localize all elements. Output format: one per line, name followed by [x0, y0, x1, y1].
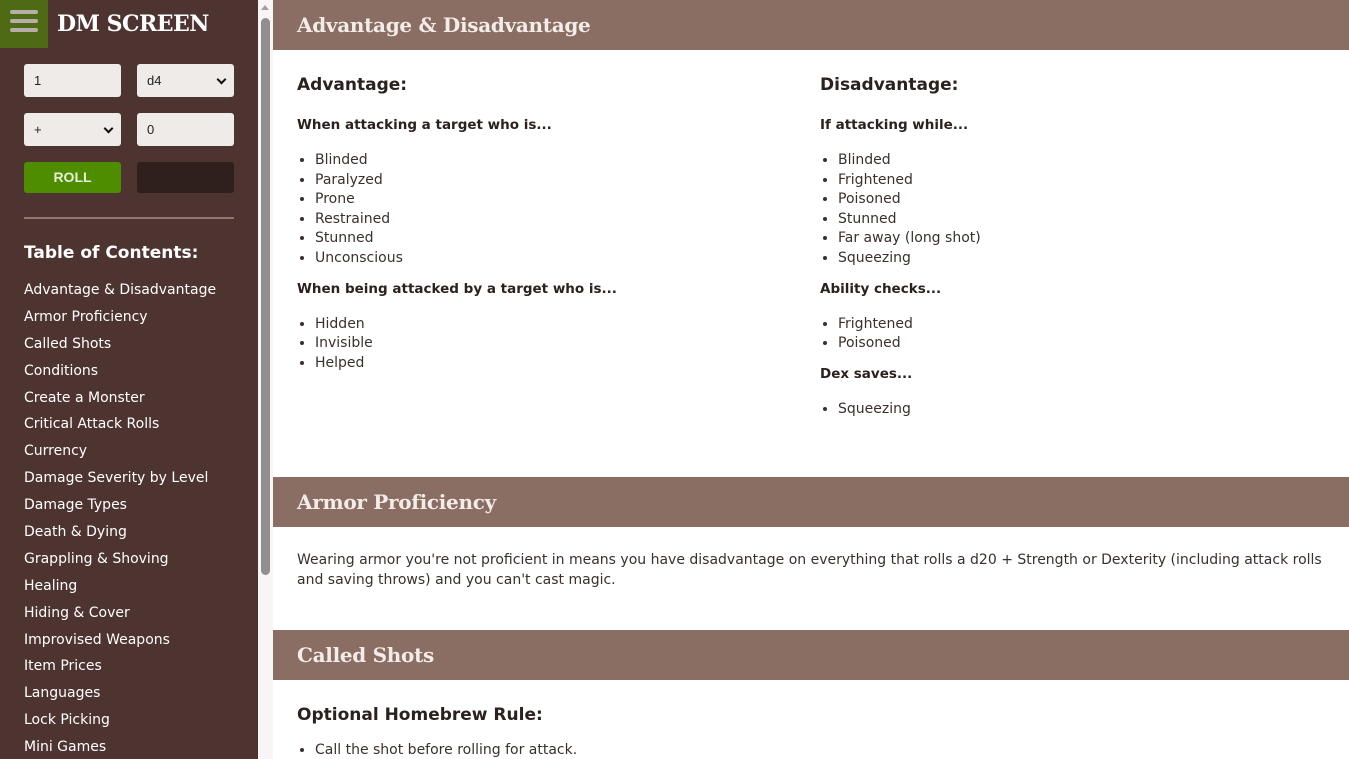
- list-item: • Call the shot before rolling for attack.: [315, 741, 1297, 759]
- list-item: • Squeezing: [838, 249, 1320, 269]
- section-header-advantage: Advantage & Disadvantage: [273, 0, 1349, 50]
- toc-link[interactable]: Lock Picking: [24, 712, 110, 729]
- toc-link[interactable]: Damage Severity by Level: [24, 470, 209, 487]
- toc-link[interactable]: Grappling & Shoving: [24, 550, 169, 567]
- toc-title: Table of Contents:: [24, 243, 199, 263]
- list-item: • Far away (long shot): [838, 229, 1320, 249]
- toc-link[interactable]: Healing: [24, 577, 78, 594]
- toc-link[interactable]: Death & Dying: [24, 524, 127, 541]
- list-item: • Blinded: [315, 151, 797, 171]
- menu-button[interactable]: [0, 0, 48, 48]
- hamburger-icon: [10, 28, 38, 32]
- main-content: [273, 0, 1349, 759]
- sidebar-scrollbar[interactable]: [258, 0, 273, 759]
- condition-list: [315, 315, 797, 374]
- app-title: DM SCREEN: [57, 11, 209, 37]
- hamburger-icon: [10, 19, 38, 23]
- list-item: • Poisoned: [838, 190, 1320, 210]
- die-type-select[interactable]: d4: [137, 64, 234, 97]
- dis-heading: Disadvantage:: [820, 75, 959, 95]
- toc-link[interactable]: Mini Games: [24, 739, 107, 756]
- toc-link[interactable]: Damage Types: [24, 497, 127, 514]
- toc-link[interactable]: Currency: [24, 443, 88, 460]
- list-item: • Helped: [315, 354, 797, 374]
- list-item: • Restrained: [315, 210, 797, 230]
- adv-heading: Advantage:: [297, 75, 408, 95]
- roll-button[interactable]: ROLL: [24, 162, 121, 193]
- dice-count-input[interactable]: 1: [24, 64, 121, 97]
- toc-link[interactable]: Languages: [24, 685, 101, 702]
- list-item: • Stunned: [315, 229, 797, 249]
- scroll-up-arrow-icon[interactable]: [261, 5, 269, 10]
- divider: [24, 217, 234, 219]
- hamburger-icon: [10, 10, 38, 14]
- group-label: Ability checks...: [820, 280, 942, 297]
- list-item: • Invisible: [315, 334, 797, 354]
- condition-list: [838, 315, 1320, 354]
- called-shots-list: [315, 741, 1297, 759]
- condition-list: [315, 151, 797, 269]
- list-item: • Poisoned: [838, 334, 1320, 354]
- toc-list: [24, 279, 216, 759]
- advantage-column: [297, 75, 797, 385]
- toc-link[interactable]: Advantage & Disadvantage: [24, 282, 217, 298]
- modifier-input[interactable]: 0: [137, 113, 234, 146]
- list-item: • Frightened: [838, 171, 1320, 191]
- disadvantage-column: [820, 75, 1320, 431]
- operator-select[interactable]: +: [24, 113, 121, 146]
- toc-link[interactable]: Create a Monster: [24, 389, 145, 406]
- condition-list: [838, 400, 1320, 420]
- toc-link[interactable]: Conditions: [24, 362, 99, 379]
- toc-link[interactable]: Critical Attack Rolls: [24, 416, 160, 433]
- roll-result: [137, 162, 234, 193]
- list-item: • Prone: [315, 190, 797, 210]
- section-header-armor: Armor Proficiency: [273, 477, 1349, 527]
- condition-list: [838, 151, 1320, 269]
- called-shots-heading: Optional Homebrew Rule:: [297, 705, 543, 725]
- list-item: • Blinded: [838, 151, 1320, 171]
- group-label: If attacking while...: [820, 117, 969, 133]
- toc-link[interactable]: Called Shots: [24, 335, 112, 352]
- scrollbar-thumb[interactable]: [261, 18, 270, 575]
- sidebar: [0, 0, 258, 759]
- group-label: When being attacked by a target who is...: [297, 280, 617, 297]
- list-item: • Stunned: [838, 210, 1320, 230]
- armor-text: Wearing armor you're not proficient in means you have disadvantage on everything that rolls a d20 + Strength or Dexterity (including attack rolls and saving throws) and you can't cast magic.: [297, 552, 1322, 588]
- list-item: • Paralyzed: [315, 171, 797, 191]
- list-item: • Hidden: [315, 315, 797, 335]
- toc-link[interactable]: Armor Proficiency: [24, 308, 148, 325]
- section-header-called-shots: Called Shots: [273, 630, 1349, 680]
- toc-link[interactable]: Item Prices: [24, 658, 102, 675]
- list-item: • Frightened: [838, 315, 1320, 335]
- group-label: When attacking a target who is...: [297, 117, 552, 133]
- toc-link[interactable]: Improvised Weapons: [24, 631, 170, 648]
- list-item: • Unconscious: [315, 249, 797, 269]
- list-item: • Squeezing: [838, 400, 1320, 420]
- group-label: Dex saves...: [820, 365, 913, 382]
- called-shots-content: [297, 705, 1297, 759]
- toc-link[interactable]: Hiding & Cover: [24, 604, 130, 621]
